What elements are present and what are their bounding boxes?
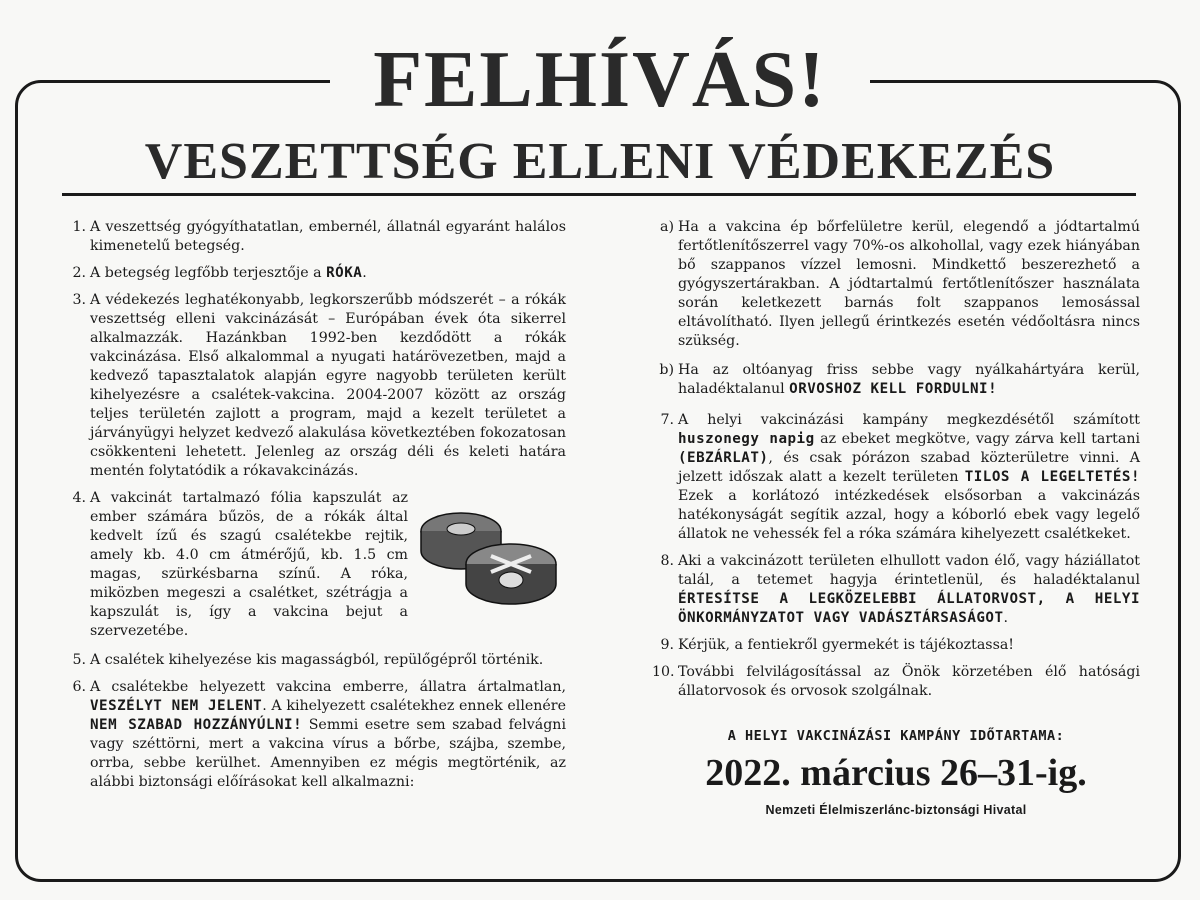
list-item-3: 3. A védekezés leghatékonyabb, legkorszerűbb módszerét – a rókák veszettség elleni vakcinázását – Európában évek óta sikerrel alkalmazzák. Hazánkban 1992-ben kezdődött a rókák vakcinázása. Első alkalommal a nyugati határövezetben, majd a kedvező tapasztalatok alapján egyre nagyobb területen került kihelyezésre a csalétek-vakcina. 2004-2007 között az ország teljes területén zajlott a program, majd a kezelt területet a járványügyi helyzet kedvező alakulása következtében fokozatosan csökkenteni lehetett. Jelenleg az ország déli és keleti határa mentén folytatódik a rókavakcinázás. [72, 292, 566, 479]
main-title: FELHÍVÁS! [330, 30, 870, 130]
title-underline [62, 193, 1136, 196]
list-item-6: 6. A csalétekbe helyezett vakcina emberre, állatra ártalmatlan, VESZÉLYT NEM JELENT. A kihelyezett csalétekhez ennek ellenére NEM SZABAD HOZZÁNYÚLNI! Semmi esetre sem szabad felvágni vagy széttörni, mert a vakcina vírus a bőrbe, szájba, szembe, orrba, sebbe kerülhet. Amennyiben ez mégis megtörténik, az alábbi biztonsági előírásokat kell alkalmazni: [72, 679, 566, 790]
list-item-2: 2. A betegség legfőbb terjesztője a RÓKA. [72, 265, 367, 281]
right-column [652, 218, 1140, 709]
campaign-label: A HELYI VAKCINÁZÁSI KAMPÁNY IDŐTARTAMA: [727, 728, 1065, 744]
sub-item-a: a) Ha a vakcina ép bőrfelületre kerül, elegendő a jódtartalmú fertőtlenítőszerrel vagy 70%-os alkohollal, vagy ezek hiányában bő szappanos vízzel lemosni. Mindkettő beszerezhető a gyógyszertárakban. A jódtartalmú fertőtlenítőszer használata során keletkezett barnás folt szappanos lemosással eltávolítható. Ilyen jellegű érintkezés esetén védőoltásra nincs szükség. [660, 219, 1140, 349]
list-item-5: 5. A csalétek kihelyezése kis magasságból, repülőgépről történik. [72, 652, 544, 668]
list-item-9: 9. Kérjük, a fentiekről gyermekét is tájékoztassa! [660, 637, 1015, 653]
fox-word: RÓKA [326, 265, 363, 281]
subtitle: VESZETTSÉG ELLENI VÉDEKEZÉS [144, 133, 1056, 190]
left-column [64, 218, 566, 800]
agency-name: Nemzeti Élelmiszerlánc-biztonsági Hivatal [765, 803, 1027, 817]
list-item-8: 8. Aki a vakcinázott területen elhullott vadon élő, vagy háziállatot talál, a tetemet hagyja érintetlenül, és haladéktalanul ÉRTESÍTSE A LEGKÖZELEBBI ÁLLATORVOST, A HELYI ÖNKORMÁNYZATOT VAGY VADÁSZTÁRSASÁGOT. [660, 553, 1140, 626]
list-item-1: 1. A veszettség gyógyíthatatlan, embernél, állatnál egyaránt halálos kimenetelű betegség. [72, 219, 566, 254]
list-item-10: 10. További felvilágosítással az Önök körzetében élő hatósági állatorvosok és orvosok szolgálnak. [652, 664, 1140, 699]
sub-item-b: b) Ha az oltóanyag friss sebbe vagy nyálkahártyára kerül, haladéktalanul ORVOSHOZ KELL FORDULNI! [659, 362, 1140, 397]
vaccine-bait-illustration [416, 496, 566, 606]
list-item-4: 4. A vakcinát tartalmazó fólia kapszulát az ember számára bűzös, de a rókák által kedvelt ízű és szagú csalétekbe rejtik, amely kb. 4.0 cm átmérőjű, kb. 1.5 cm magas, szürkésbarna színű. A róka, miközben megeszi a csalétket, szétrágja a kapszulát is, így a vakcina bejut a szervezetébe. [72, 490, 408, 639]
list-item-7: 7. A helyi vakcinázási kampány megkezdésétől számított huszonegy napig az ebeket megkötve, vagy zárva kell tartani (EBZÁRLAT), és csak pórázon szabad közterületre vinni. A jelzett időszak alatt a kezelt területen TILOS A LEGELTETÉS! Ezek a korlátozó intézkedések elsősorban a vakcinázás hatékonyságát segítik azzal, hogy a kóborló ebek vagy legelő állatok ne vehessék fel a róka számára kihelyezett csalétkeket. [660, 412, 1140, 542]
campaign-date: 2022. március 26–31-ig. [705, 752, 1087, 794]
